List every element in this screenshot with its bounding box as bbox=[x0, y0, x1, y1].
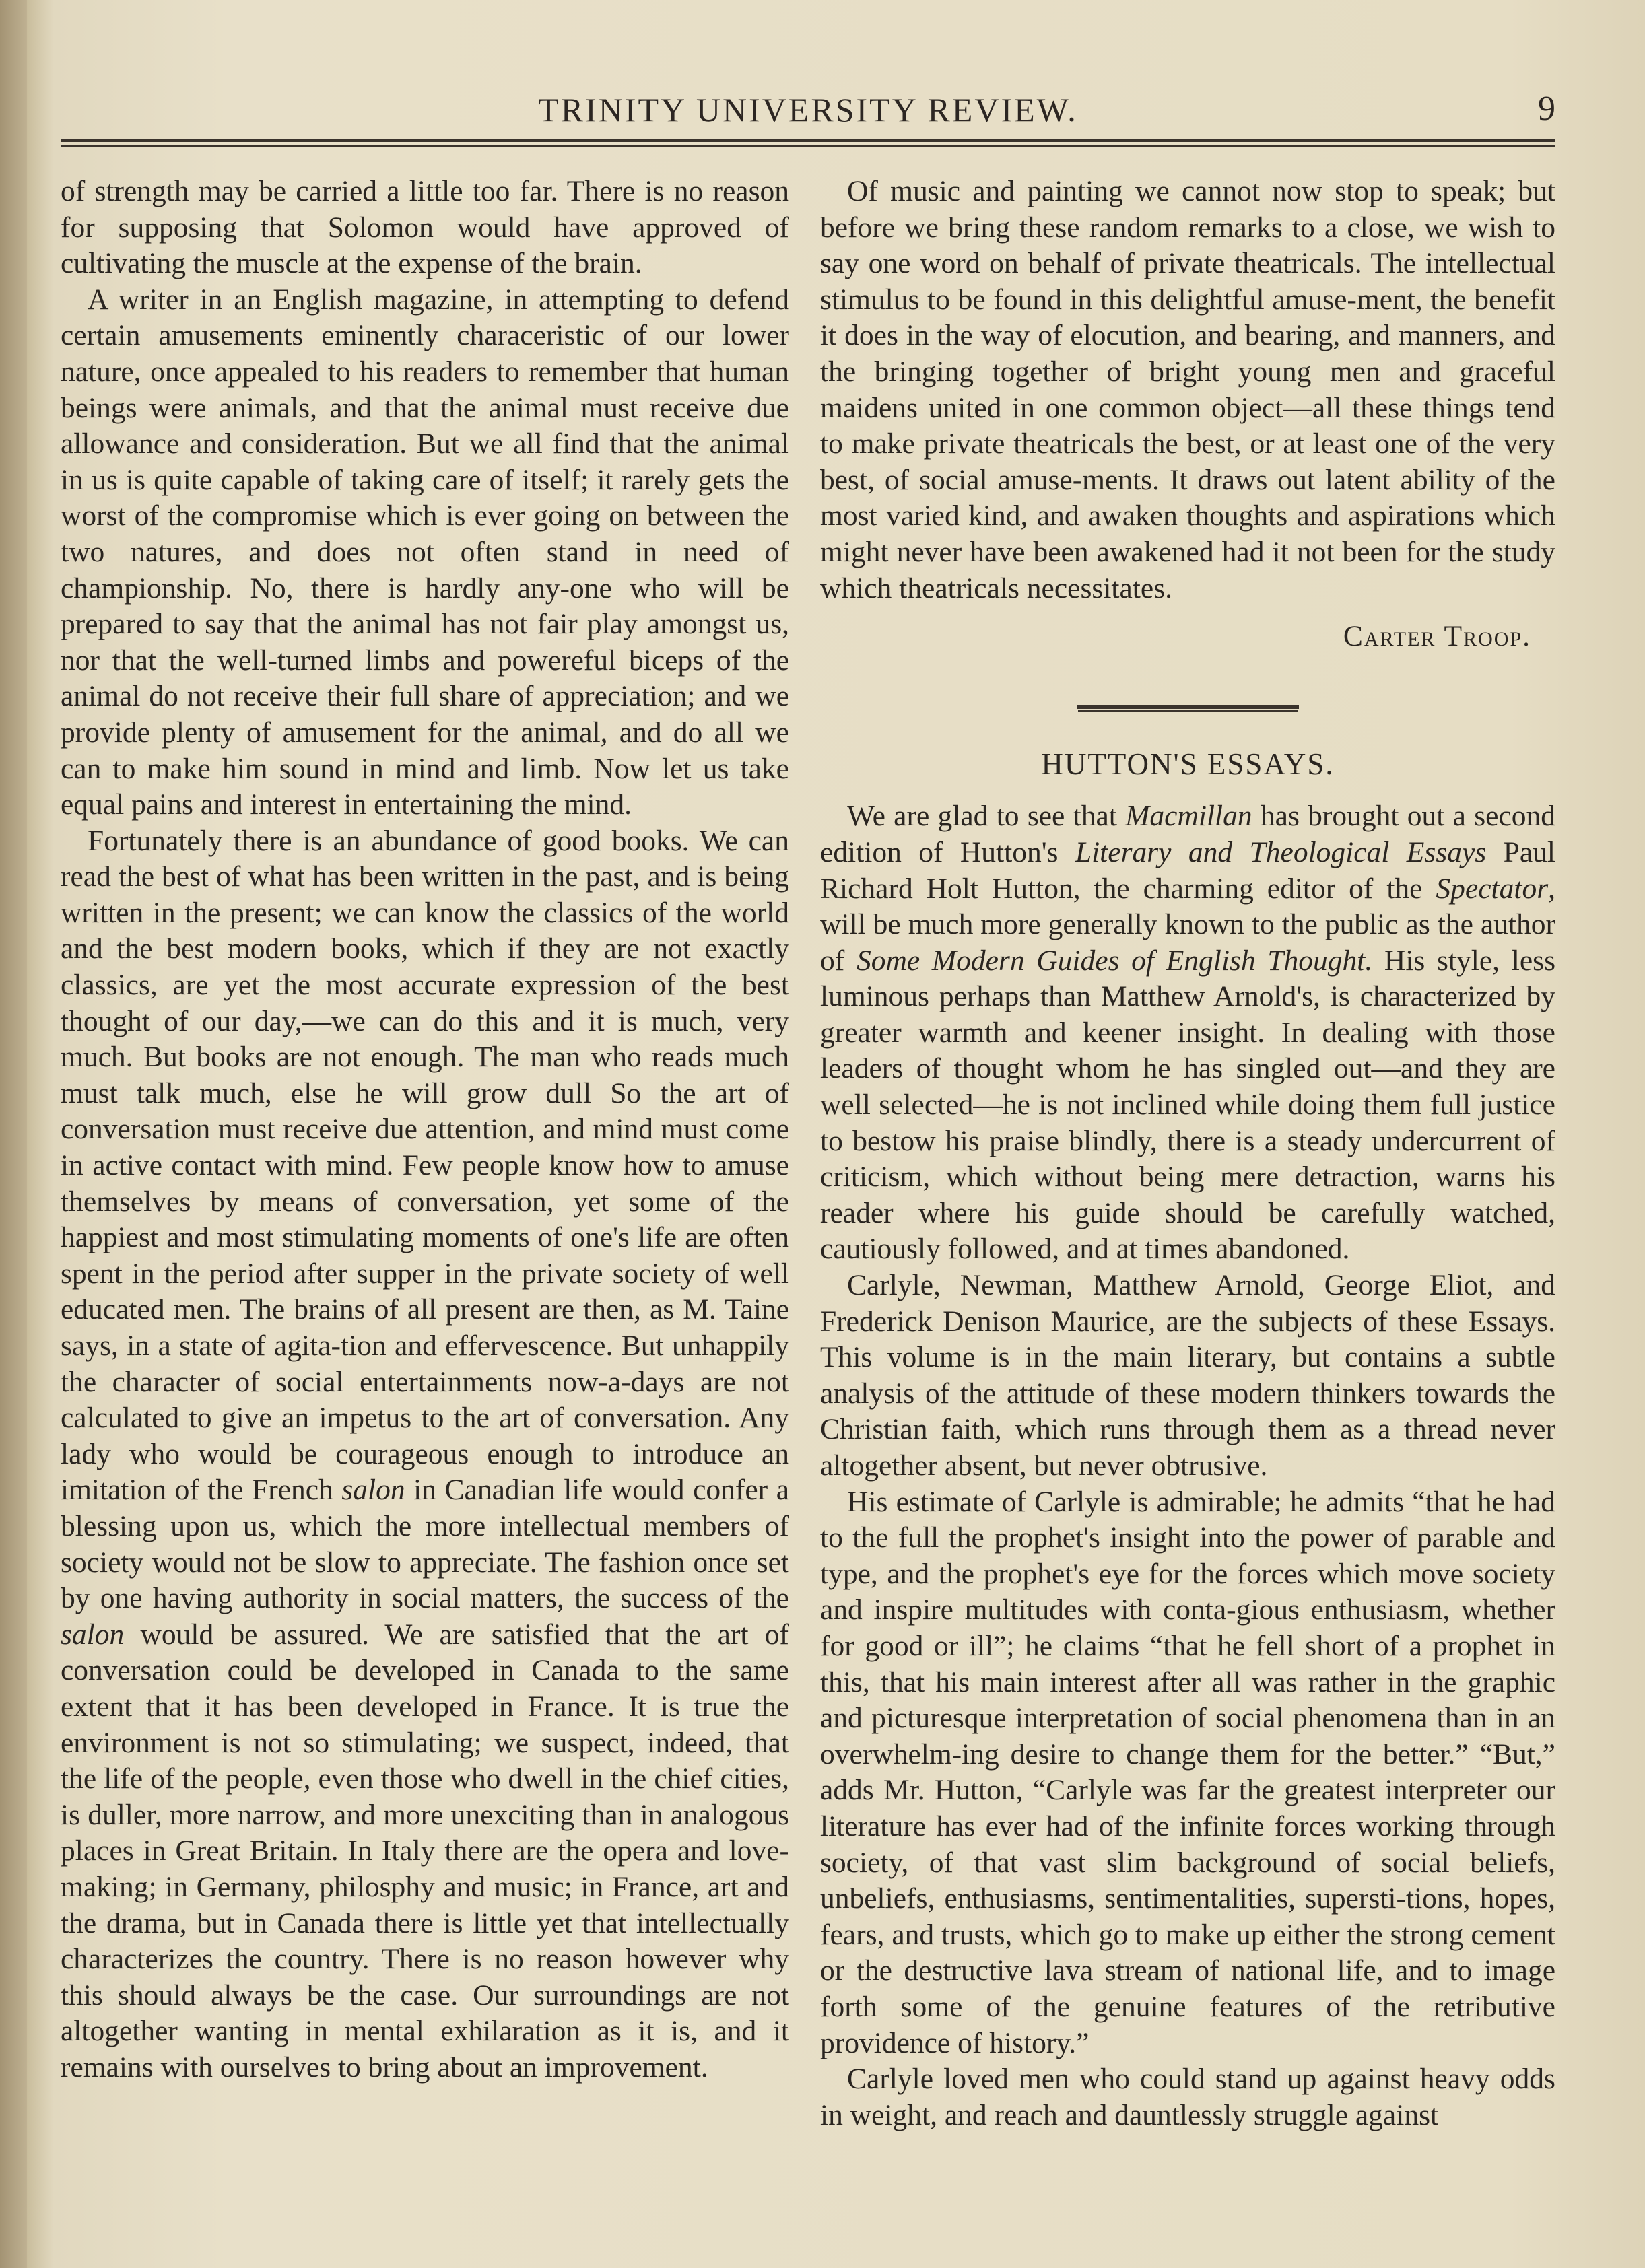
author-signature: Carter Troop. bbox=[1343, 620, 1531, 653]
paragraph: of strength may be carried a little too far. There is no reason for supposing that Solomon would have approved of cultivating the muscle at the expense of the brain. bbox=[61, 175, 789, 280]
section-divider bbox=[1077, 705, 1299, 709]
italic-term: salon bbox=[341, 1474, 405, 1507]
page-number: 9 bbox=[1538, 90, 1555, 128]
journal-title: TRINITY UNIVERSITY REVIEW. bbox=[538, 91, 1078, 129]
text-run: His style, less luminous perhaps than Matthew Arnold's, is characterized by greater warmth and keener insight. In dealing with those leaders of thought whom he has singled out—and they are well selected—he is not inclined while doing them full justice to bestow his praise blindly, there is a steady undercurrent of criticism, which without being mere detraction, warns his reader where his guide should be carefully watched, cautiously followed, and at times abandoned. bbox=[820, 944, 1555, 1266]
text-run: has brought out a second edition of Hutton's bbox=[820, 800, 1556, 868]
paragraph bbox=[61, 823, 789, 2086]
text-run: Paul Richard Holt Hutton, the charming editor of the bbox=[820, 835, 1555, 905]
running-header bbox=[61, 86, 1555, 133]
paragraph: Carlyle, Newman, Matthew Arnold, George Eliot, and Frederick Denison Maurice, are the subjects of these Essays. This volume is in the main literary, but contains a subtle analysis of the attitude of these modern thinkers towards the Christian faith, which runs through them as a thread never altogether absent, but never obtrusive. bbox=[820, 1269, 1555, 1482]
italic-term: Macmillan bbox=[1125, 800, 1252, 833]
paragraph: Carlyle loved men who could stand up against heavy odds in weight, and reach and dauntlessly struggle against bbox=[820, 2063, 1555, 2131]
header-rule-thin bbox=[61, 145, 1555, 147]
header-rule bbox=[61, 139, 1555, 142]
italic-term: Spectator bbox=[1436, 872, 1549, 905]
paragraph: Of music and painting we cannot now stop to speak; but before we bring these random remarks to a close, we wish to say one word on behalf of private theatricals. The intellectual stimulus to be found in this delightful amuse-ment, the benefit it does in the way of elocution, and bearing, and manners, and the bringing together of bright young men and graceful maidens united in one common object—all these things tend to make private theatricals the best, or at least one of the very best, of social amuse-ments. It draws out latent ability of the most varied kind, and awaken thoughts and aspirations which might never have been awakened had it not been for the study which theatricals necessitates. bbox=[820, 175, 1555, 605]
paragraph bbox=[820, 798, 1555, 1268]
text-run: Fortunately there is an abundance of good books. We can read the best of what has been written in the past, and is being written in the present; we can know the classics of the world and the best modern books, which if they are not exactly classics, are yet the most accurate expression of the best thought of our day,—we can do this and it is much, very much. But books are not enough. The man who reads much must talk much, else he will grow dull So the art of conversation must receive due attention, and mind must come in active contact with mind. Few people know how to amuse themselves by means of conversation, yet some of the happiest and most stimulating moments of one's life are often spent in the period after supper in the private society of well educated men. The brains of all present are then, as M. Taine says, in a state of agita-tion and effervescence. But unhappily the character of social entertainments now-a-days are not calculated to give an impetus to the art of conversation. Any lady who would be courageous enough to introduce an imitation of the French bbox=[61, 824, 789, 1507]
italic-term: Some Modern Guides of English Thought. bbox=[856, 944, 1373, 977]
text-run: in Canadian life would confer a blessing upon us, which the more intellectual members of society would not be slow to appreciate. The fashion once set by one having authority in social matters, the success of the bbox=[61, 1474, 790, 1615]
italic-term: Literary and Theological Essays bbox=[1075, 835, 1487, 868]
left-column bbox=[61, 174, 789, 2086]
paragraph: His estimate of Carlyle is admirable; he admits “that he had to the full the prophet's insight into the power of parable and type, and the prophet's eye for the forces which move society and inspire multitudes with conta-gious enthusiasm, whether for good or ill”; he claims “that he fell short of a prophet in this, that his main interest after all was rather in the graphic and picturesque interpretation of social phenomena than in an overwhelm-ing desire to change them for the better.” “But,” adds Mr. Hutton, “Carlyle was far the greatest interpreter our literature has ever had of the infinite forces working through society, of that vast slim background of social beliefs, unbeliefs, enthusiasms, sentimentalities, supersti-tions, hopes, fears, and trusts, which go to make up either the strong cement or the destructive lava stream of national life, and to image forth some of the genuine features of the retributive providence of history.” bbox=[820, 1485, 1555, 2059]
text-run: would be assured. We are satisfied that the art of conversation could be developed in Canada to the same extent that it has been developed in France. It is true the environment is not so stimulating; we suspect, indeed, that the life of the people, even those who dwell in the chief cities, is duller, more narrow, and more unexciting than in analogous places in Great Britain. In Italy there are the opera and love-making; in Germany, philosphy and music; in France, art and the drama, but in Canada there is little yet that intellectually characterizes the country. There is no reason however why this should always be the case. Our surroundings are not altogether wanting in mental exhilaration as it is, and it remains with ourselves to bring about an improvement. bbox=[61, 1618, 789, 2084]
text-run: , will be much more generally known to the public as the author of bbox=[820, 872, 1555, 977]
italic-term: salon bbox=[61, 1618, 125, 1651]
book-spine bbox=[0, 0, 27, 2268]
text-run: We are glad to see that bbox=[847, 800, 1126, 833]
article-title: HUTTON'S ESSAYS. bbox=[1041, 747, 1335, 781]
paragraph: A writer in an English magazine, in attempting to defend certain amusements eminently characeristic of our lower nature, once appealed to his readers to remember that human beings were animals, and that the animal must receive due allowance and consideration. But we all find that the animal in us is quite capable of taking care of itself; it rarely gets the worst of the compromise which is ever going on between the two natures, and does not often stand in need of championship. No, there is hardly any-one who will be prepared to say that the animal has not fair play amongst us, nor that the well-turned limbs and powereful biceps of the animal do not receive their full share of appreciation; and we provide plenty of amusement for the animal, and do all we can to make him sound in mind and limb. Now let us take equal pains and interest in entertaining the mind. bbox=[61, 283, 789, 821]
right-column bbox=[820, 174, 1555, 2133]
